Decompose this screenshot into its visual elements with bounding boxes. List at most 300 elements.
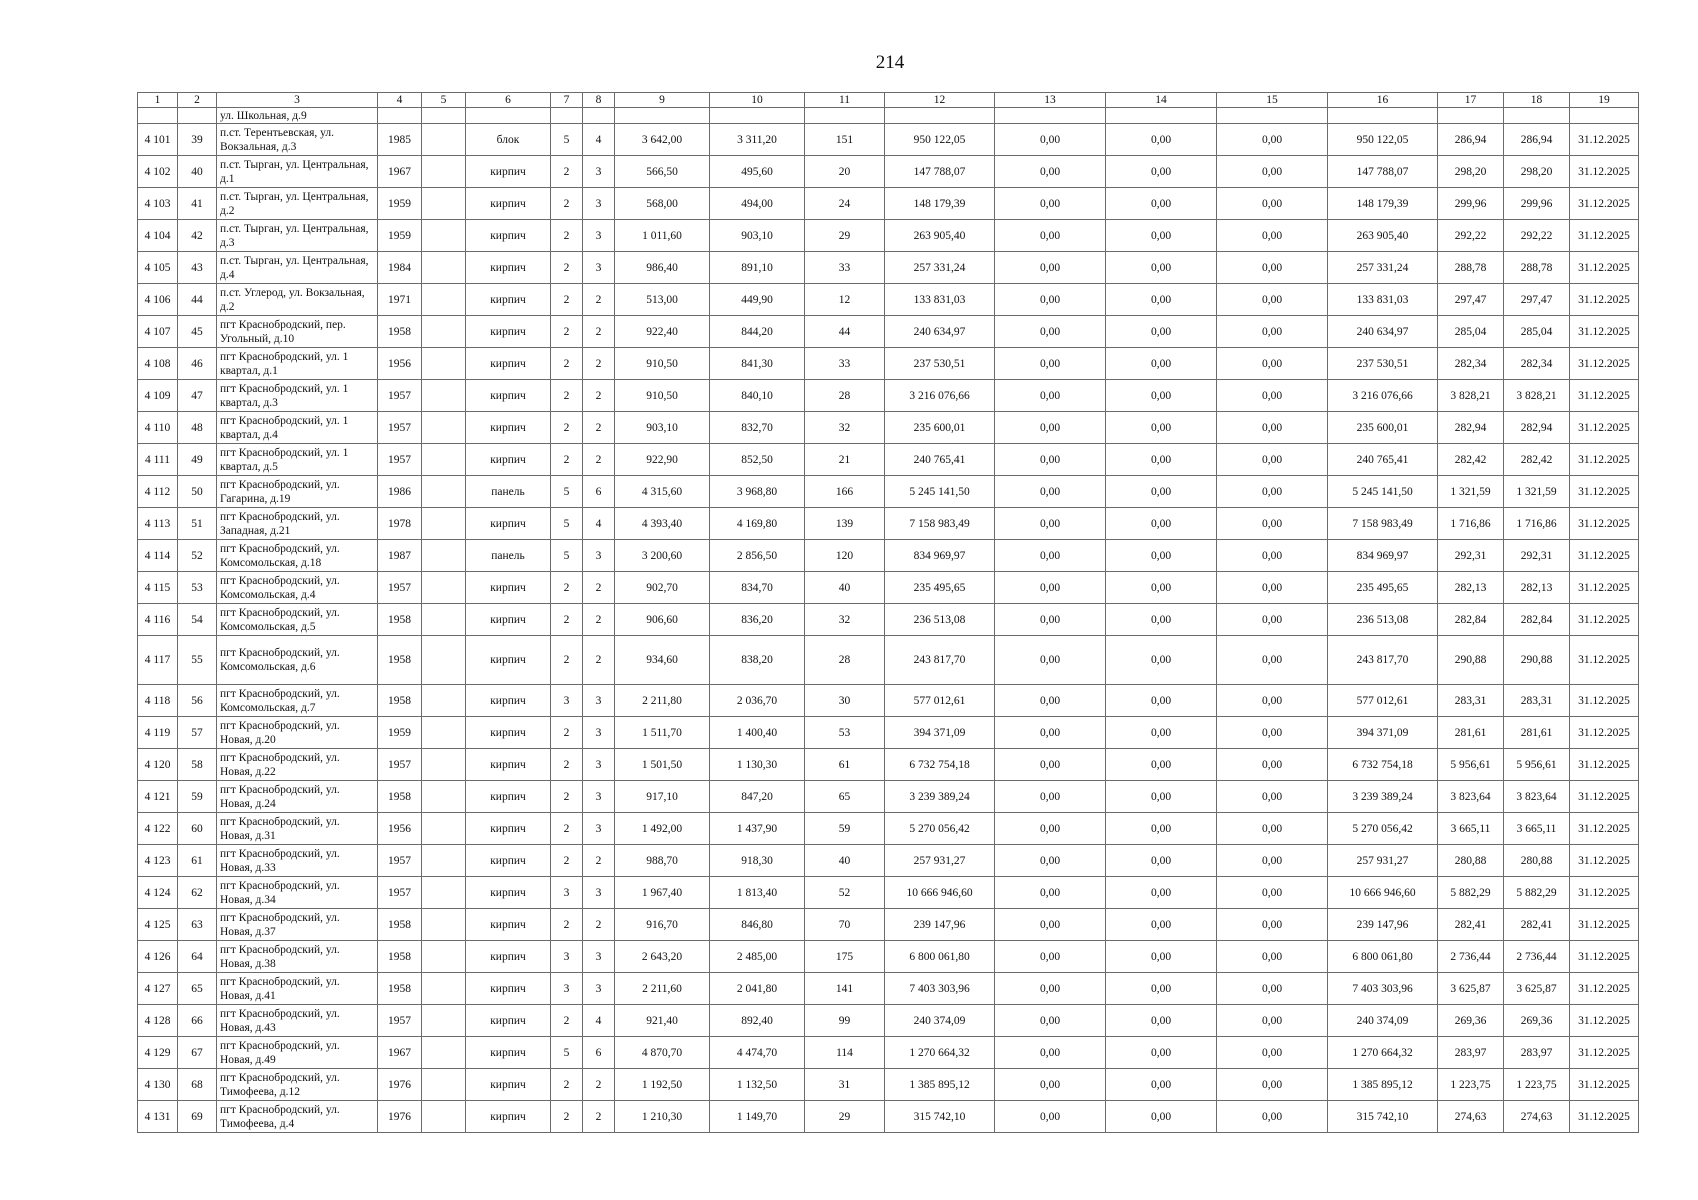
table-cell: 0,00 — [1106, 1037, 1217, 1069]
table-cell: 12 — [805, 284, 885, 316]
table-cell: 2 — [551, 845, 583, 877]
table-cell: 3 — [551, 941, 583, 973]
table-cell: кирпич — [466, 508, 551, 540]
table-cell: 29 — [805, 1101, 885, 1133]
table-cell: 282,94 — [1504, 412, 1570, 444]
table-cell: 1958 — [378, 636, 422, 685]
table-cell: 283,97 — [1438, 1037, 1504, 1069]
table-cell: кирпич — [466, 444, 551, 476]
table-cell: 0,00 — [995, 124, 1106, 156]
table-cell: 2 — [583, 1069, 615, 1101]
table-cell — [422, 124, 466, 156]
table-cell: 41 — [178, 188, 217, 220]
table-cell — [422, 813, 466, 845]
table-cell: 449,90 — [710, 284, 805, 316]
address-cell: пгт Краснобродский, ул. Новая, д.24 — [217, 781, 378, 813]
table-cell: 0,00 — [1217, 636, 1328, 685]
table-cell: 0,00 — [995, 412, 1106, 444]
table-cell: 120 — [805, 540, 885, 572]
table-cell: 31.12.2025 — [1570, 348, 1639, 380]
table-cell: 66 — [178, 1005, 217, 1037]
table-cell: 0,00 — [1217, 380, 1328, 412]
table-cell: 40 — [805, 845, 885, 877]
table-cell: 910,50 — [615, 380, 710, 412]
table-cell: 31.12.2025 — [1570, 380, 1639, 412]
table-cell: 5 882,29 — [1504, 877, 1570, 909]
table-cell: 7 403 303,96 — [885, 973, 995, 1005]
table-cell: 282,34 — [1504, 348, 1570, 380]
table-cell: 31.12.2025 — [1570, 717, 1639, 749]
table-cell: 3 239 389,24 — [885, 781, 995, 813]
table-cell: 0,00 — [1106, 941, 1217, 973]
table-cell: 0,00 — [1106, 1069, 1217, 1101]
table-cell: кирпич — [466, 877, 551, 909]
address-cell: пгт Краснобродский, ул. Новая, д.37 — [217, 909, 378, 941]
table-cell: 3 — [551, 973, 583, 1005]
table-cell: 239 147,96 — [885, 909, 995, 941]
table-cell: 4 126 — [138, 941, 178, 973]
table-cell: 31.12.2025 — [1570, 973, 1639, 1005]
table-cell: 4 124 — [138, 877, 178, 909]
table-cell: 286,94 — [1504, 124, 1570, 156]
table-cell: 139 — [805, 508, 885, 540]
table-cell — [422, 412, 466, 444]
table-row — [138, 508, 1639, 540]
table-cell: 0,00 — [995, 380, 1106, 412]
table-cell: 2 — [551, 604, 583, 636]
table-cell: 20 — [805, 156, 885, 188]
table-cell: 1957 — [378, 380, 422, 412]
table-cell: 297,47 — [1504, 284, 1570, 316]
table-cell: 2 — [551, 717, 583, 749]
table-cell: 1 011,60 — [615, 220, 710, 252]
table-cell: 33 — [805, 348, 885, 380]
table-cell: 1 437,90 — [710, 813, 805, 845]
table-cell: 31.12.2025 — [1570, 508, 1639, 540]
table-cell: 847,20 — [710, 781, 805, 813]
table-cell: 1959 — [378, 188, 422, 220]
table-cell: 280,88 — [1504, 845, 1570, 877]
table-cell: 832,70 — [710, 412, 805, 444]
table-cell: 58 — [178, 749, 217, 781]
column-number-header: 11 — [805, 93, 885, 108]
table-cell: 577 012,61 — [885, 685, 995, 717]
table-cell: 243 817,70 — [1328, 636, 1438, 685]
address-cell: пгт Краснобродский, ул. Новая, д.22 — [217, 749, 378, 781]
table-cell: 55 — [178, 636, 217, 685]
table-cell: 0,00 — [1106, 284, 1217, 316]
table-cell: 1958 — [378, 781, 422, 813]
table-cell — [422, 444, 466, 476]
column-number-header: 18 — [1504, 93, 1570, 108]
table-cell — [995, 108, 1106, 124]
table-cell: 288,78 — [1438, 252, 1504, 284]
table-cell: 950 122,05 — [885, 124, 995, 156]
table-cell: 240 765,41 — [1328, 444, 1438, 476]
table-cell: 28 — [805, 636, 885, 685]
table-cell: 61 — [178, 845, 217, 877]
table-cell: 292,31 — [1438, 540, 1504, 572]
address-cell: пгт Краснобродский, ул. Новая, д.38 — [217, 941, 378, 973]
table-cell: 2 — [551, 749, 583, 781]
table-cell: кирпич — [466, 717, 551, 749]
table-cell: 5 — [551, 476, 583, 508]
table-cell: 4 113 — [138, 508, 178, 540]
table-cell: кирпич — [466, 636, 551, 685]
address-cell: п.ст. Тырган, ул. Центральная, д.1 — [217, 156, 378, 188]
table-cell: 5 270 056,42 — [885, 813, 995, 845]
table-cell: 21 — [805, 444, 885, 476]
table-cell: 3 625,87 — [1504, 973, 1570, 1005]
table-cell: 841,30 — [710, 348, 805, 380]
table-cell — [805, 108, 885, 124]
table-cell — [422, 252, 466, 284]
table-cell: 3 — [551, 685, 583, 717]
table-cell: кирпич — [466, 252, 551, 284]
table-cell: кирпич — [466, 1005, 551, 1037]
table-cell: 31.12.2025 — [1570, 220, 1639, 252]
table-cell: 1 716,86 — [1504, 508, 1570, 540]
table-cell: 299,96 — [1438, 188, 1504, 220]
column-number-header: 1 — [138, 93, 178, 108]
table-cell: 1958 — [378, 604, 422, 636]
table-cell: 1958 — [378, 941, 422, 973]
table-cell: 0,00 — [1217, 845, 1328, 877]
table-cell: 3 823,64 — [1438, 781, 1504, 813]
table-cell: 3 968,80 — [710, 476, 805, 508]
table-cell — [710, 108, 805, 124]
table-cell: 0,00 — [995, 909, 1106, 941]
table-cell — [1438, 108, 1504, 124]
table-row — [138, 444, 1639, 476]
table-cell: 1 210,30 — [615, 1101, 710, 1133]
table-cell: 2 — [551, 572, 583, 604]
table-cell: 133 831,03 — [885, 284, 995, 316]
table-cell: 64 — [178, 941, 217, 973]
table-cell: 1971 — [378, 284, 422, 316]
table-cell: 903,10 — [615, 412, 710, 444]
table-cell: кирпич — [466, 813, 551, 845]
address-cell: пгт Краснобродский, ул. 1 квартал, д.5 — [217, 444, 378, 476]
column-number-header: 9 — [615, 93, 710, 108]
table-cell: 4 169,80 — [710, 508, 805, 540]
table-cell: 4 123 — [138, 845, 178, 877]
table-row — [138, 124, 1639, 156]
table-cell: 0,00 — [1217, 973, 1328, 1005]
table-cell: 60 — [178, 813, 217, 845]
table-cell: 494,00 — [710, 188, 805, 220]
table-cell: 65 — [178, 973, 217, 1005]
table-cell: 0,00 — [995, 685, 1106, 717]
table-cell: 5 — [551, 124, 583, 156]
table-cell: 0,00 — [995, 252, 1106, 284]
table-cell: 133 831,03 — [1328, 284, 1438, 316]
table-cell: 315 742,10 — [1328, 1101, 1438, 1133]
address-cell: пгт Краснобродский, ул. Комсомольская, д.7 — [217, 685, 378, 717]
table-cell: 0,00 — [1106, 973, 1217, 1005]
table-cell: 1959 — [378, 220, 422, 252]
table-cell: 70 — [805, 909, 885, 941]
column-number-header: 4 — [378, 93, 422, 108]
table-cell: 0,00 — [1217, 284, 1328, 316]
table-cell: 4 125 — [138, 909, 178, 941]
table-cell: 0,00 — [1106, 220, 1217, 252]
table-cell: 5 245 141,50 — [885, 476, 995, 508]
address-cell: пгт Краснобродский, ул. Западная, д.21 — [217, 508, 378, 540]
table-cell — [885, 108, 995, 124]
table-cell: кирпич — [466, 156, 551, 188]
table-cell: 0,00 — [995, 220, 1106, 252]
table-cell: 0,00 — [1217, 1069, 1328, 1101]
table-cell: 1 813,40 — [710, 877, 805, 909]
table-cell: 3 239 389,24 — [1328, 781, 1438, 813]
table-cell: 4 114 — [138, 540, 178, 572]
table-row — [138, 877, 1639, 909]
table-cell — [422, 973, 466, 1005]
table-cell: 0,00 — [1217, 220, 1328, 252]
table-cell: 2 — [551, 348, 583, 380]
table-cell: 0,00 — [1106, 124, 1217, 156]
table-cell: 0,00 — [995, 781, 1106, 813]
table-cell: 52 — [805, 877, 885, 909]
table-cell: 237 530,51 — [1328, 348, 1438, 380]
table-cell: кирпич — [466, 188, 551, 220]
table-cell: 0,00 — [995, 636, 1106, 685]
table-cell — [1570, 108, 1639, 124]
table-cell: 0,00 — [1106, 348, 1217, 380]
table-cell: 846,80 — [710, 909, 805, 941]
table-cell: 2 — [583, 604, 615, 636]
table-cell: 2 — [583, 316, 615, 348]
table-cell: 4 128 — [138, 1005, 178, 1037]
table-cell — [1504, 108, 1570, 124]
address-cell: п.ст. Тырган, ул. Центральная, д.3 — [217, 220, 378, 252]
table-cell: 4 112 — [138, 476, 178, 508]
table-row — [138, 220, 1639, 252]
table-cell: 285,04 — [1504, 316, 1570, 348]
table-cell: 0,00 — [995, 540, 1106, 572]
table-cell: 0,00 — [995, 156, 1106, 188]
table-cell — [422, 941, 466, 973]
table-cell: 1987 — [378, 540, 422, 572]
table-cell: 1 149,70 — [710, 1101, 805, 1133]
table-cell: 0,00 — [1217, 781, 1328, 813]
table-cell: 147 788,07 — [1328, 156, 1438, 188]
table-cell: 1 130,30 — [710, 749, 805, 781]
table-row — [138, 636, 1639, 685]
table-row — [138, 572, 1639, 604]
table-cell: 5 — [551, 1037, 583, 1069]
table-cell: 31.12.2025 — [1570, 156, 1639, 188]
table-cell: 2 — [551, 412, 583, 444]
table-cell: 916,70 — [615, 909, 710, 941]
table-cell: 0,00 — [1217, 188, 1328, 220]
table-cell — [422, 540, 466, 572]
table-cell: 3 — [551, 877, 583, 909]
table-cell: 3 — [583, 717, 615, 749]
table-cell: 282,84 — [1438, 604, 1504, 636]
table-cell: 44 — [805, 316, 885, 348]
table-cell: 0,00 — [1217, 572, 1328, 604]
table-cell: 4 393,40 — [615, 508, 710, 540]
table-cell: 48 — [178, 412, 217, 444]
table-cell: 3 216 076,66 — [1328, 380, 1438, 412]
table-cell: 2 — [583, 348, 615, 380]
table-cell: 2 — [551, 636, 583, 685]
table-cell: 934,60 — [615, 636, 710, 685]
table-cell: 53 — [805, 717, 885, 749]
table-cell: 282,94 — [1438, 412, 1504, 444]
table-cell: 148 179,39 — [885, 188, 995, 220]
table-cell: 68 — [178, 1069, 217, 1101]
table-cell: 2 — [583, 412, 615, 444]
table-cell: 0,00 — [1106, 156, 1217, 188]
table-cell: 31.12.2025 — [1570, 444, 1639, 476]
table-cell: 257 331,24 — [885, 252, 995, 284]
address-cell: пгт Краснобродский, ул. Комсомольская, д.18 — [217, 540, 378, 572]
table-cell — [1328, 108, 1438, 124]
table-cell: 1985 — [378, 124, 422, 156]
table-cell: 286,94 — [1438, 124, 1504, 156]
table-cell: 1957 — [378, 749, 422, 781]
table-row — [138, 316, 1639, 348]
table-cell: 5 — [551, 540, 583, 572]
table-cell — [138, 108, 178, 124]
table-cell: 236 513,08 — [885, 604, 995, 636]
table-cell: 0,00 — [1217, 749, 1328, 781]
table-cell: 31.12.2025 — [1570, 1101, 1639, 1133]
table-cell: 0,00 — [995, 508, 1106, 540]
table-row — [138, 348, 1639, 380]
table-cell: 31.12.2025 — [1570, 188, 1639, 220]
table-cell: 3 665,11 — [1438, 813, 1504, 845]
table-cell: 0,00 — [1106, 877, 1217, 909]
table-cell: 3 — [583, 781, 615, 813]
table-cell: 4 110 — [138, 412, 178, 444]
table-row — [138, 1101, 1639, 1133]
table-cell: 0,00 — [1106, 845, 1217, 877]
table-cell: 0,00 — [1106, 380, 1217, 412]
table-cell: 240 374,09 — [885, 1005, 995, 1037]
table-cell: 566,50 — [615, 156, 710, 188]
table-cell: кирпич — [466, 1069, 551, 1101]
table-cell: 282,42 — [1438, 444, 1504, 476]
table-cell: 906,60 — [615, 604, 710, 636]
column-number-header: 14 — [1106, 93, 1217, 108]
table-cell: 282,42 — [1504, 444, 1570, 476]
table-cell: 495,60 — [710, 156, 805, 188]
table-cell: 0,00 — [1106, 636, 1217, 685]
table-cell — [422, 220, 466, 252]
table-cell: 1957 — [378, 877, 422, 909]
table-cell: 0,00 — [1217, 444, 1328, 476]
table-cell: 0,00 — [1106, 412, 1217, 444]
table-cell — [422, 188, 466, 220]
table-cell — [422, 572, 466, 604]
table-cell: 3 — [583, 941, 615, 973]
table-row — [138, 476, 1639, 508]
table-cell — [466, 108, 551, 124]
table-cell: 4 131 — [138, 1101, 178, 1133]
table-cell — [422, 845, 466, 877]
table-cell: 1 192,50 — [615, 1069, 710, 1101]
table-cell: 283,31 — [1438, 685, 1504, 717]
table-cell: 834 969,97 — [885, 540, 995, 572]
table-cell: 1967 — [378, 1037, 422, 1069]
table-cell: 0,00 — [995, 316, 1106, 348]
table-cell: 53 — [178, 572, 217, 604]
table-cell: 0,00 — [1106, 1005, 1217, 1037]
table-cell — [1106, 108, 1217, 124]
table-cell: 910,50 — [615, 348, 710, 380]
table-row — [138, 284, 1639, 316]
table-cell: 282,41 — [1504, 909, 1570, 941]
table-cell — [422, 380, 466, 412]
table-cell — [422, 316, 466, 348]
table-row — [138, 252, 1639, 284]
table-cell: 0,00 — [1106, 188, 1217, 220]
table-cell: 54 — [178, 604, 217, 636]
table-cell: 0,00 — [1106, 749, 1217, 781]
table-row — [138, 781, 1639, 813]
table-cell: 922,40 — [615, 316, 710, 348]
table-cell: 283,97 — [1504, 1037, 1570, 1069]
table-cell: 7 158 983,49 — [885, 508, 995, 540]
table-cell: 4 — [583, 1005, 615, 1037]
table-cell: 3 — [583, 252, 615, 284]
table-cell: 0,00 — [995, 749, 1106, 781]
table-cell: 141 — [805, 973, 885, 1005]
table-cell: 240 634,97 — [1328, 316, 1438, 348]
column-number-header: 10 — [710, 93, 805, 108]
table-cell: кирпич — [466, 220, 551, 252]
column-number-header: 3 — [217, 93, 378, 108]
table-cell: 269,36 — [1438, 1005, 1504, 1037]
table-cell — [615, 108, 710, 124]
table-row — [138, 717, 1639, 749]
table-cell: 3 — [583, 685, 615, 717]
table-cell: 281,61 — [1438, 717, 1504, 749]
table-cell: панель — [466, 540, 551, 572]
table-cell — [422, 685, 466, 717]
table-cell: 1958 — [378, 973, 422, 1005]
address-cell: пгт Краснобродский, ул. Новая, д.41 — [217, 973, 378, 1005]
table-cell: 2 643,20 — [615, 941, 710, 973]
table-cell: 44 — [178, 284, 217, 316]
table-cell: кирпич — [466, 380, 551, 412]
table-cell: 0,00 — [1217, 540, 1328, 572]
table-cell: 0,00 — [1106, 604, 1217, 636]
column-number-header: 12 — [885, 93, 995, 108]
table-cell: 283,31 — [1504, 685, 1570, 717]
column-number-header: 6 — [466, 93, 551, 108]
table-cell: 4 121 — [138, 781, 178, 813]
table-cell: 918,30 — [710, 845, 805, 877]
table-cell: 243 817,70 — [885, 636, 995, 685]
table-cell: 29 — [805, 220, 885, 252]
table-cell: 3 — [583, 877, 615, 909]
table-cell: 2 — [583, 572, 615, 604]
address-cell: пгт Краснобродский, ул. Гагарина, д.19 — [217, 476, 378, 508]
table-cell: 0,00 — [1217, 604, 1328, 636]
table-cell: 288,78 — [1504, 252, 1570, 284]
table-cell: 148 179,39 — [1328, 188, 1438, 220]
table-cell: 4 118 — [138, 685, 178, 717]
table-cell: 31.12.2025 — [1570, 252, 1639, 284]
table-cell: 3 — [583, 156, 615, 188]
table-cell: кирпич — [466, 284, 551, 316]
table-cell: 49 — [178, 444, 217, 476]
